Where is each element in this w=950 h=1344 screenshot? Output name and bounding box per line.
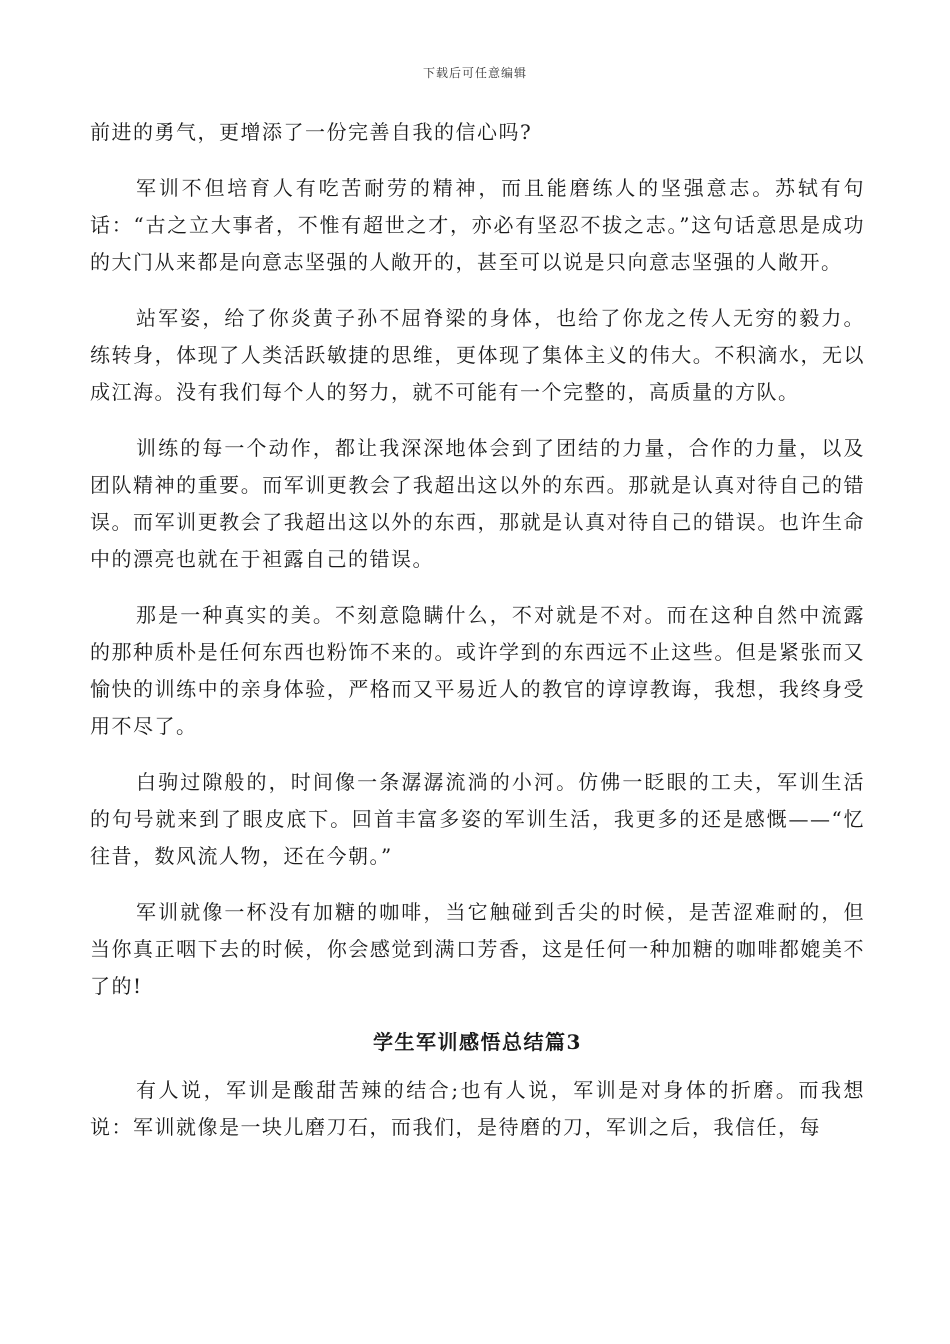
page-header-note: 下载后可任意编辑: [422, 66, 527, 80]
paragraph: 那是一种真实的美。不刻意隐瞒什么，不对就是不对。而在这种自然中流露的那种质朴是任何东西也粉饰不来的。或许学到的东西远不止这些。但是紧张而又愉快的训练中的亲身体验，严格而又平易近人的教官的谆谆教诲，我想，我终身受用不尽了。: [90, 603, 865, 738]
document-body: [90, 114, 865, 1165]
paragraph: 白驹过隙般的，时间像一条潺潺流淌的小河。仿佛一眨眼的工夫，军训生活的句号就来到了眼皮底下。回首丰富多姿的军训生活，我更多的还是感慨——“忆往昔，数风流人物，还在今朝。”: [90, 770, 865, 868]
paragraph: 有人说，军训是酸甜苦辣的结合;也有人说，军训是对身体的折磨。而我想说：军训就像是一块儿磨刀石，而我们，是待磨的刀，军训之后，我信任，每: [90, 1078, 865, 1139]
section-title: 学生军训感悟总结篇3: [373, 1030, 582, 1054]
paragraph: 站军姿，给了你炎黄子孙不屈脊梁的身体，也给了你龙之传人无穷的毅力。练转身，体现了人类活跃敏捷的思维，更体现了集体主义的伟大。不积滴水，无以成江海。没有我们每个人的努力，就不可能有一个完整的，高质量的方队。: [90, 306, 865, 404]
paragraph: 军训不但培育人有吃苦耐劳的精神，而且能磨练人的坚强意志。苏轼有句话：“古之立大事者，不惟有超世之才，亦必有坚忍不拔之志。”这句话意思是成功的大门从来都是向意志坚强的人敞开的，甚至可以说是只向意志坚强的人敞开。: [90, 176, 865, 274]
paragraph: 前进的勇气，更增添了一份完善自我的信心吗?: [90, 120, 533, 144]
paragraph: 训练的每一个动作，都让我深深地体会到了团结的力量，合作的力量，以及团队精神的重要。而军训更教会了我超出这以外的东西。那就是认真对待自己的错误。而军训更教会了我超出这以外的东西，那就是认真对待自己的错误。也许生命中的漂亮也就在于袒露自己的错误。: [90, 436, 865, 571]
paragraph: 军训就像一杯没有加糖的咖啡，当它触碰到舌尖的时候，是苦涩难耐的，但当你真正咽下去的时候，你会感觉到满口芳香，这是任何一种加糖的咖啡都媲美不了的!: [90, 900, 865, 998]
